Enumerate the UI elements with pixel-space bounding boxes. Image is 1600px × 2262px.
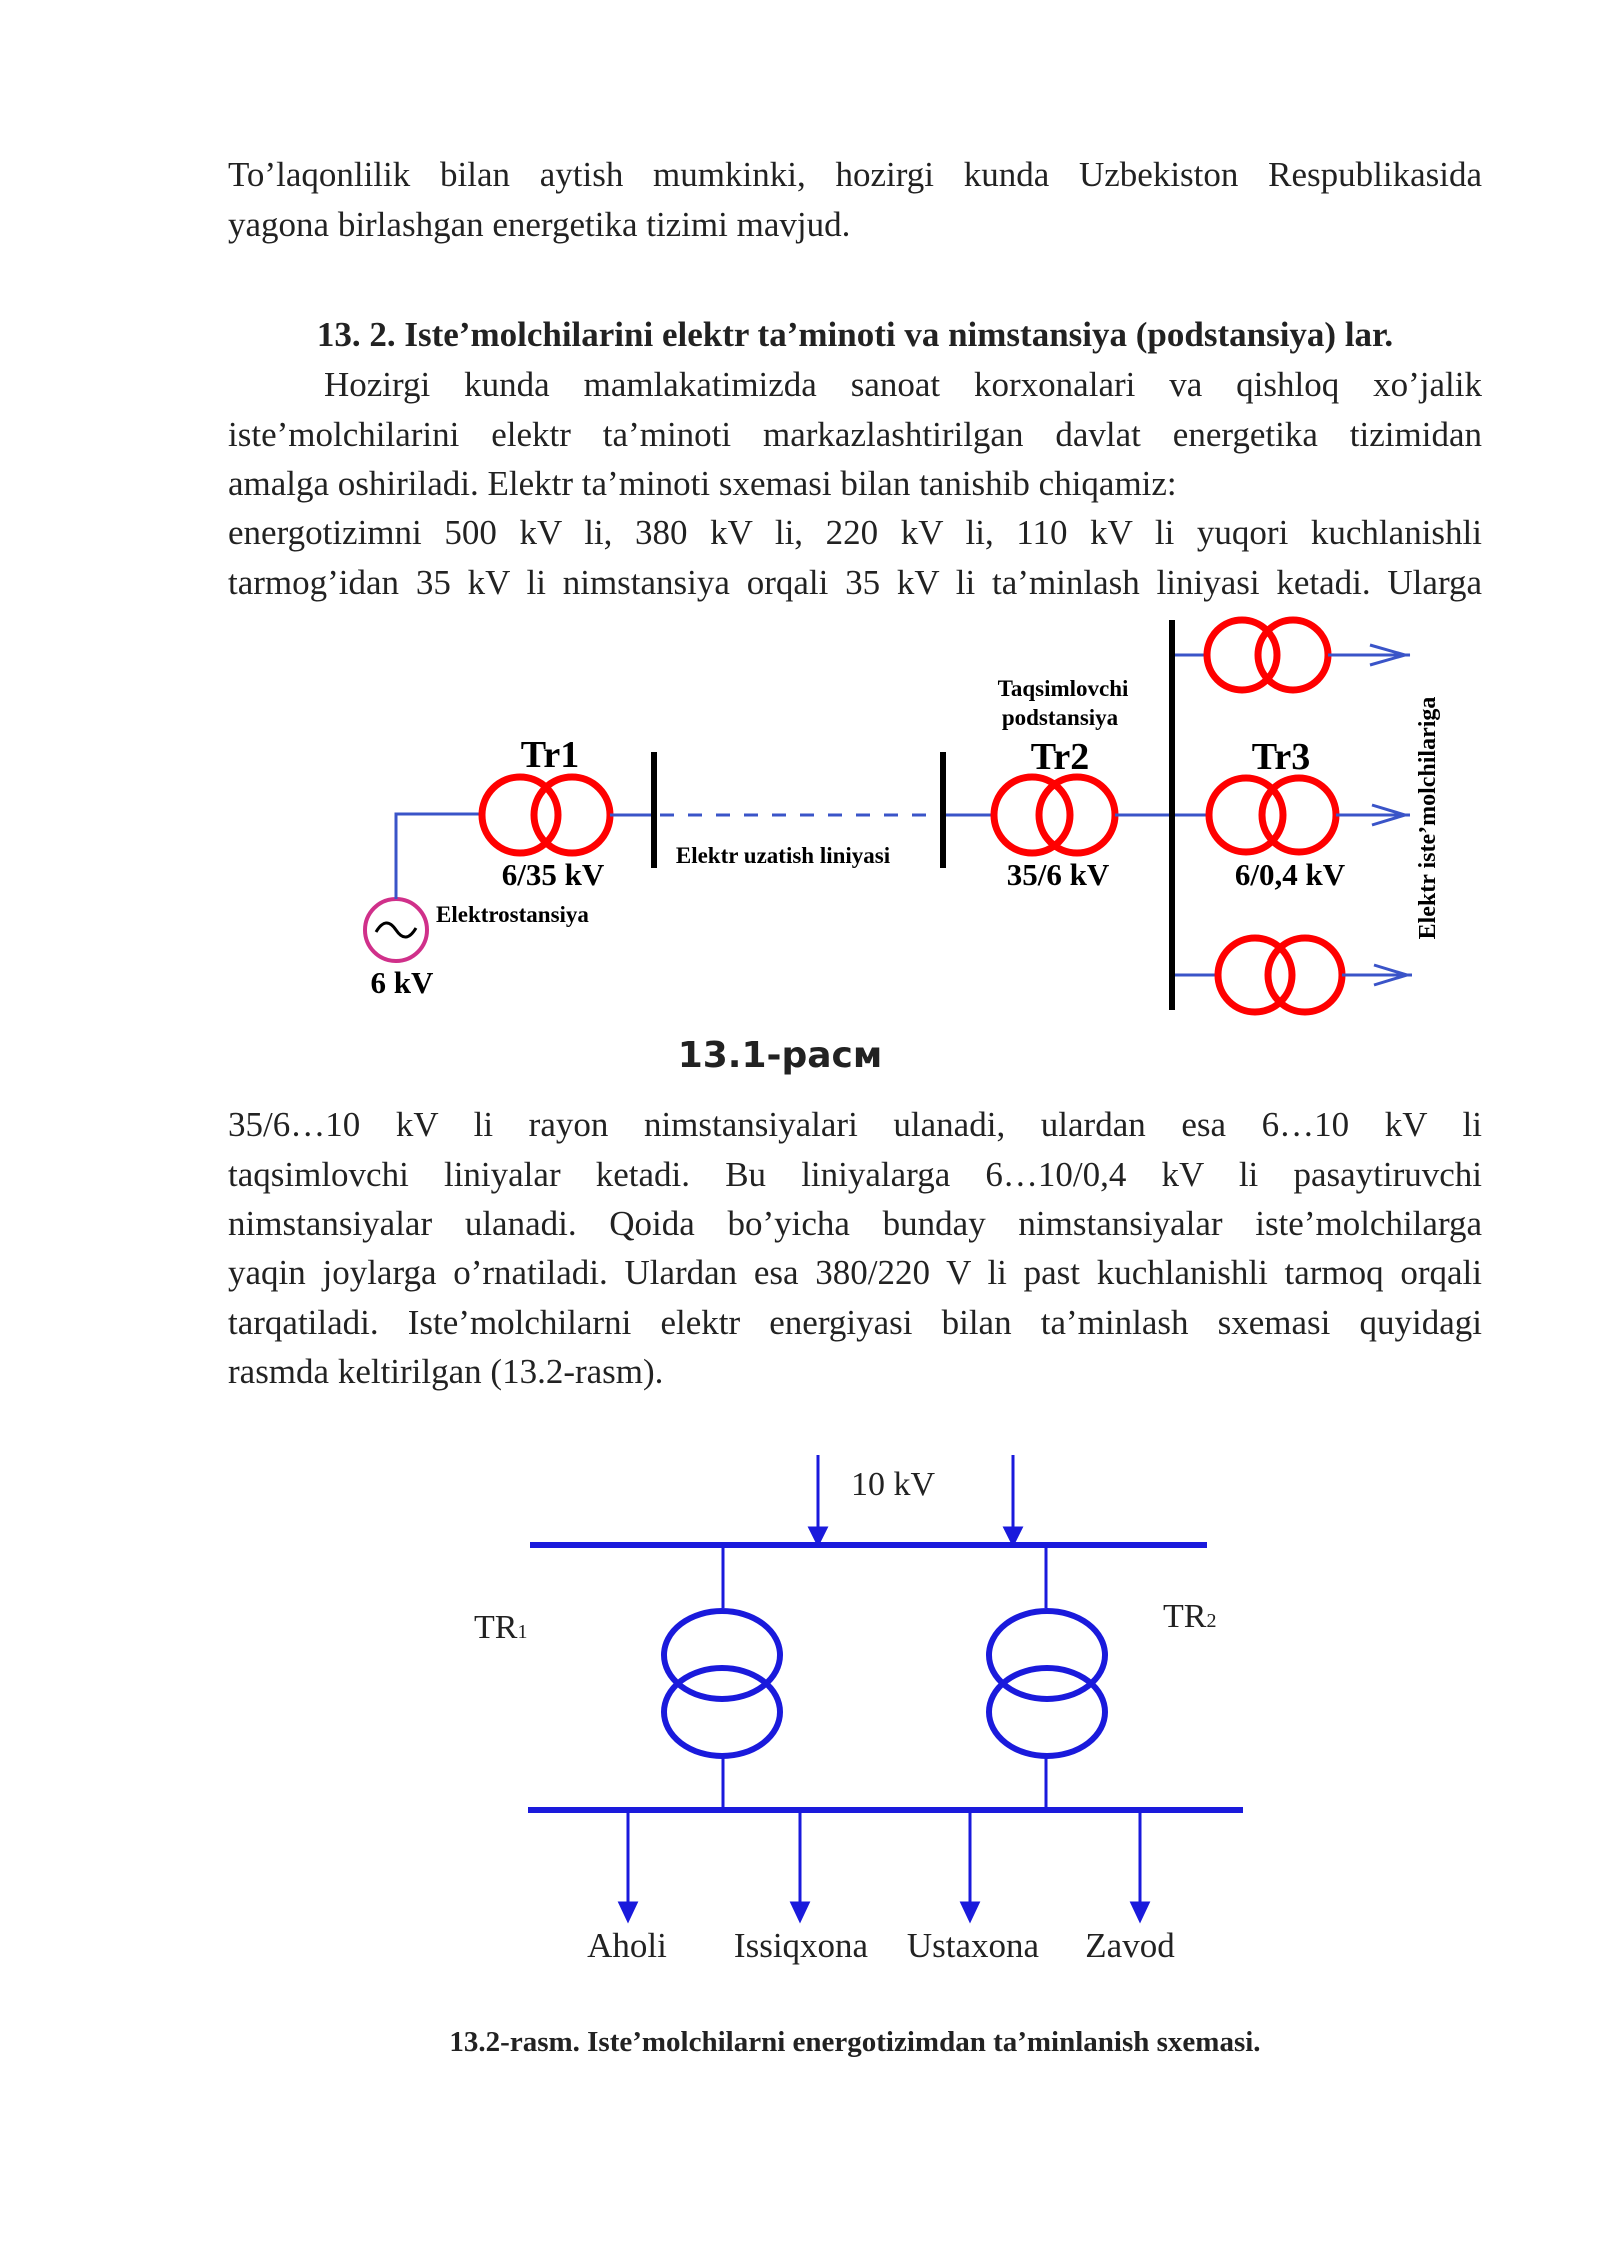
- paragraph-3-line-1: 35/6…10 kV li rayon nimstansiyalari ulanadi, ulardan esa 6…10 kV li: [228, 1105, 1482, 1144]
- input-arrow-icon: [1005, 1455, 1021, 1544]
- consumers-label: Elektr iste’molchilariga: [1415, 696, 1441, 940]
- consumer-label: Zavod: [1085, 1926, 1175, 1965]
- tr1-transformer-icon: [664, 1611, 780, 1756]
- generator-voltage: 6 kV: [370, 965, 434, 1000]
- paragraph-3-line-3: nimstansiyalar ulanadi. Qoida bo’yicha bunday nimstansiyalar iste’molchilarga: [228, 1204, 1482, 1243]
- power-supply-diagram: [0, 0, 1600, 1030]
- tr2-transformer-icon: [994, 777, 1115, 853]
- generator-wire: [396, 814, 482, 899]
- tr2-rating: 35/6 kV: [1006, 857, 1110, 892]
- output-arrow-icon: [1132, 1813, 1148, 1920]
- sine-wave-icon: [376, 923, 416, 937]
- substation-label-line-1: Taqsimlovchi: [997, 676, 1129, 701]
- substation-label-line-2: podstansiya: [1001, 705, 1119, 730]
- tr2-transformer-icon: [989, 1611, 1105, 1756]
- consumer-supply-diagram: [0, 1420, 1600, 2020]
- tr3-label: Tr3: [1251, 736, 1311, 778]
- tr2-name-label: TR2: [1163, 1598, 1217, 1635]
- paragraph-3-line-6: rasmda keltirilgan (13.2-rasm).: [228, 1352, 664, 1391]
- tr1-transformer-icon: [482, 777, 610, 853]
- consumer-label: Ustaxona: [906, 1926, 1040, 1965]
- tr1-rating: 6/35 kV: [501, 857, 605, 892]
- section-heading: 13. 2. Iste’molchilarini elektr ta’minoti va nimstansiya (podstansiya) lar.: [316, 315, 1394, 354]
- paragraph-1-line-1: To’laqonlilik bilan aytish mumkinki, hozirgi kunda Uzbekiston Respublikasida: [228, 155, 1482, 194]
- output-arrow-icon: [1342, 965, 1412, 985]
- consumer-transformer-bottom-icon: [1218, 938, 1342, 1012]
- paragraph-2-line-3: amalga oshiriladi. Elektr ta’minoti sxemasi bilan tanishib chiqamiz:: [228, 464, 1177, 503]
- consumer-label: Aholi: [587, 1926, 667, 1965]
- figure-2-caption: 13.2-rasm. Iste’molchilarni energotizimdan ta’minlanish sxemasi.: [449, 2026, 1261, 2058]
- consumer-transformer-top-icon: [1207, 620, 1328, 690]
- paragraph-2-line-1: Hozirgi kunda mamlakatimizda sanoat korxonalari va qishloq xo’jalik: [324, 365, 1482, 404]
- paragraph-2-line-5: tarmog’idan 35 kV li nimstansiya orqali 35 kV li ta’minlash liniyasi ketadi. Ularga: [228, 563, 1482, 602]
- output-arrow-icon: [962, 1813, 978, 1920]
- output-arrow-icon: [620, 1813, 636, 1920]
- paragraph-3-line-2: taqsimlovchi liniyalar ketadi. Bu liniyalarga 6…10/0,4 kV li pasaytiruvchi: [228, 1155, 1482, 1194]
- paragraph-2-line-2: iste’molchilarini elektr ta’minoti markazlashtirilgan davlat energetika tizimidan: [228, 415, 1482, 454]
- tr3-rating: 6/0,4 kV: [1234, 857, 1346, 892]
- tr1-name-label: TR1: [474, 1609, 528, 1646]
- input-voltage-label: 10 kV: [850, 1466, 936, 1503]
- output-arrow-icon: [792, 1813, 808, 1920]
- output-arrow-icon: [1336, 805, 1410, 825]
- tr3-transformer-icon: [1209, 778, 1336, 852]
- tr1-label: Tr1: [520, 734, 580, 776]
- input-arrow-icon: [810, 1455, 826, 1544]
- tr2-label: Tr2: [1030, 736, 1090, 778]
- generator-label: Elektrostansiya: [436, 902, 589, 927]
- paragraph-1-line-2: yagona birlashgan energetika tizimi mavjud.: [228, 205, 851, 244]
- paragraph-3-line-5: tarqatiladi. Iste’molchilarni elektr energiyasi bilan ta’minlash sxemasi quyidagi: [228, 1303, 1482, 1342]
- figure-1-caption: 13.1-расм: [677, 1035, 883, 1076]
- paragraph-3-line-4: yaqin joylarga o’rnatiladi. Ulardan esa 380/220 V li past kuchlanishli tarmoq orqali: [228, 1253, 1482, 1292]
- paragraph-2-line-4: energotizimni 500 kV li, 380 kV li, 220 kV li, 110 kV li yuqori kuchlanishli: [228, 513, 1482, 552]
- consumer-label: Issiqxona: [733, 1926, 869, 1965]
- output-arrow-icon: [1328, 645, 1410, 665]
- transmission-line-label: Elektr uzatish liniyasi: [675, 843, 891, 868]
